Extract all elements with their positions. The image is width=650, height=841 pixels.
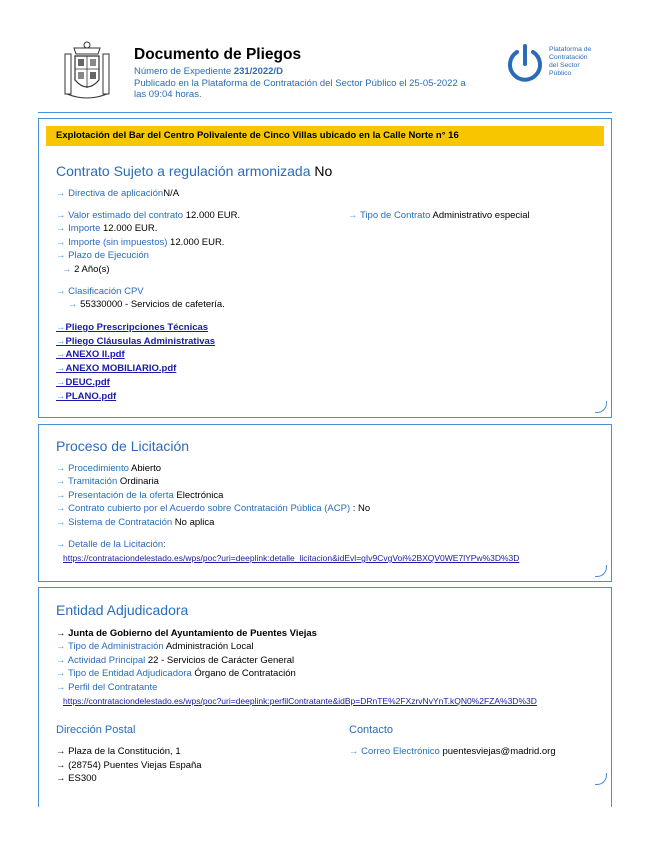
arrow-icon: → bbox=[56, 641, 68, 652]
actividad-row: → Actividad Principal 22 - Servicios de Carácter General bbox=[56, 655, 295, 666]
cpv-row: → Clasificación CPV bbox=[56, 286, 144, 297]
contract-object-title: Explotación del Bar del Centro Polivalente de Cinco Villas ubicado en la Calle Norte n° 16 bbox=[46, 126, 604, 146]
arrow-icon: → bbox=[56, 210, 69, 221]
importe-row: → Importe 12.000 EUR. bbox=[56, 223, 158, 234]
plazo-row: → Plazo de Ejecución bbox=[56, 250, 149, 261]
acp-row: → Contrato cubierto por el Acuerdo sobre Contratación Pública (ACP) : No bbox=[56, 503, 371, 514]
panel-corner bbox=[595, 773, 607, 785]
cpv-value-row: → 55330000 - Servicios de cafetería. bbox=[68, 299, 225, 310]
arrow-icon: → bbox=[56, 463, 69, 474]
expediente-value: 231/2022/D bbox=[233, 66, 283, 77]
arrow-icon: → bbox=[56, 237, 69, 248]
document-header bbox=[56, 38, 602, 106]
coat-of-arms-icon bbox=[62, 40, 112, 102]
arrow-icon: → bbox=[56, 517, 69, 528]
arrow-icon: → bbox=[56, 682, 69, 693]
detalle-row: → Detalle de la Licitación: bbox=[56, 539, 166, 550]
platform-name: Plataforma de Contratación del Sector Público bbox=[549, 46, 592, 77]
doc-link-pliego-administrativas[interactable]: →Pliego Cláusulas Administrativas bbox=[56, 336, 216, 347]
expediente-label: Número de Expediente bbox=[134, 66, 234, 77]
tipo-admin-row: → Tipo de Administración Administración Local bbox=[56, 641, 254, 652]
arrow-icon: → bbox=[56, 628, 69, 639]
contacto-title: Contacto bbox=[349, 724, 394, 736]
direccion-line-3: → ES300 bbox=[56, 773, 97, 784]
arrow-icon: → bbox=[56, 746, 69, 757]
arrow-icon: → bbox=[56, 668, 68, 679]
doc-link-plano[interactable]: →PLANO.pdf bbox=[56, 391, 117, 402]
arrow-icon: → bbox=[56, 539, 69, 550]
published-line-1: Publicado en la Plataforma de Contratación del Sector Público el 25-05-2022 a bbox=[134, 77, 466, 89]
doc-link-pliego-tecnicas[interactable]: →Pliego Prescripciones Técnicas bbox=[56, 322, 209, 333]
entity-name-row: → Junta de Gobierno del Ayuntamiento de Puentes Viejas bbox=[56, 628, 317, 639]
contract-section-title: Contrato Sujeto a regulación armonizada No bbox=[56, 163, 333, 179]
email-row: → Correo Electrónico puentesviejas@madrid.org bbox=[349, 746, 556, 757]
panel-corner bbox=[595, 401, 607, 413]
importe-sin-row: → Importe (sin impuestos) 12.000 EUR. bbox=[56, 237, 225, 248]
directiva-row: → Directiva de aplicaciónN/A bbox=[56, 188, 180, 199]
arrow-icon: → bbox=[56, 223, 69, 234]
procedimiento-row: → Procedimiento Abierto bbox=[56, 463, 162, 474]
detalle-licitacion-link[interactable]: https://contrataciondelestado.es/wps/poc?uri=deeplink:detalle_licitacion&idEvl=gIv9CvgVoi%2BXQV0WE7lYPw%3D%3D bbox=[63, 553, 520, 563]
arrow-icon: → bbox=[56, 286, 69, 297]
arrow-icon: → bbox=[56, 188, 69, 199]
document-title: Documento de Pliegos bbox=[134, 46, 302, 63]
arrow-icon: → bbox=[348, 210, 360, 221]
arrow-icon: → bbox=[56, 773, 69, 784]
tramitacion-row: → Tramitación Ordinaria bbox=[56, 476, 159, 487]
doc-link-deuc[interactable]: →DEUC.pdf bbox=[56, 377, 110, 388]
email-value[interactable]: puentesviejas@madrid.org bbox=[439, 746, 556, 757]
process-section-title: Proceso de Licitación bbox=[56, 438, 190, 454]
presentacion-row: → Presentación de la oferta Electrónica bbox=[56, 490, 224, 501]
arrow-icon: → bbox=[56, 250, 69, 261]
entity-section-title: Entidad Adjudicadora bbox=[56, 602, 189, 618]
harmonized-value: No bbox=[314, 163, 333, 179]
doc-link-anexo-mobiliario[interactable]: →ANEXO MOBILIARIO.pdf bbox=[56, 363, 177, 374]
arrow-icon: → bbox=[56, 503, 69, 514]
tipo-entidad-row: → Tipo de Entidad Adjudicadora Órgano de Contratación bbox=[56, 668, 296, 679]
sistema-row: → Sistema de Contratación No aplica bbox=[56, 517, 215, 528]
perfil-contratante-link[interactable]: https://contrataciondelestado.es/wps/poc?uri=deeplink:perfilContratante&idBp=DRnTE%2FXzrvNvYnT.kQN0%2FZA%3D%3D bbox=[63, 696, 537, 706]
arrow-icon: → bbox=[56, 490, 69, 501]
doc-link-anexo-ii[interactable]: →ANEXO II.pdf bbox=[56, 349, 125, 360]
arrow-icon: → bbox=[68, 299, 81, 310]
tipo-contrato-row: → Tipo de Contrato Administrativo especial bbox=[348, 210, 530, 221]
valor-row: → Valor estimado del contrato 12.000 EUR. bbox=[56, 210, 241, 221]
plazo-value-row: → 2 Año(s) bbox=[62, 264, 110, 275]
perfil-row: → Perfil del Contratante bbox=[56, 682, 158, 693]
arrow-icon: → bbox=[56, 655, 68, 666]
arrow-icon: → bbox=[62, 264, 75, 275]
direccion-title: Dirección Postal bbox=[56, 724, 136, 736]
document-meta bbox=[134, 66, 504, 101]
published-line-2: las 09:04 horas. bbox=[134, 89, 202, 100]
header-divider bbox=[38, 112, 612, 113]
arrow-icon: → bbox=[349, 746, 362, 757]
direccion-line-1: → Plaza de la Constitución, 1 bbox=[56, 746, 181, 757]
arrow-icon: → bbox=[56, 760, 69, 771]
direccion-line-2: → (28754) Puentes Viejas España bbox=[56, 760, 202, 771]
arrow-icon: → bbox=[56, 476, 68, 487]
panel-corner bbox=[595, 565, 607, 577]
